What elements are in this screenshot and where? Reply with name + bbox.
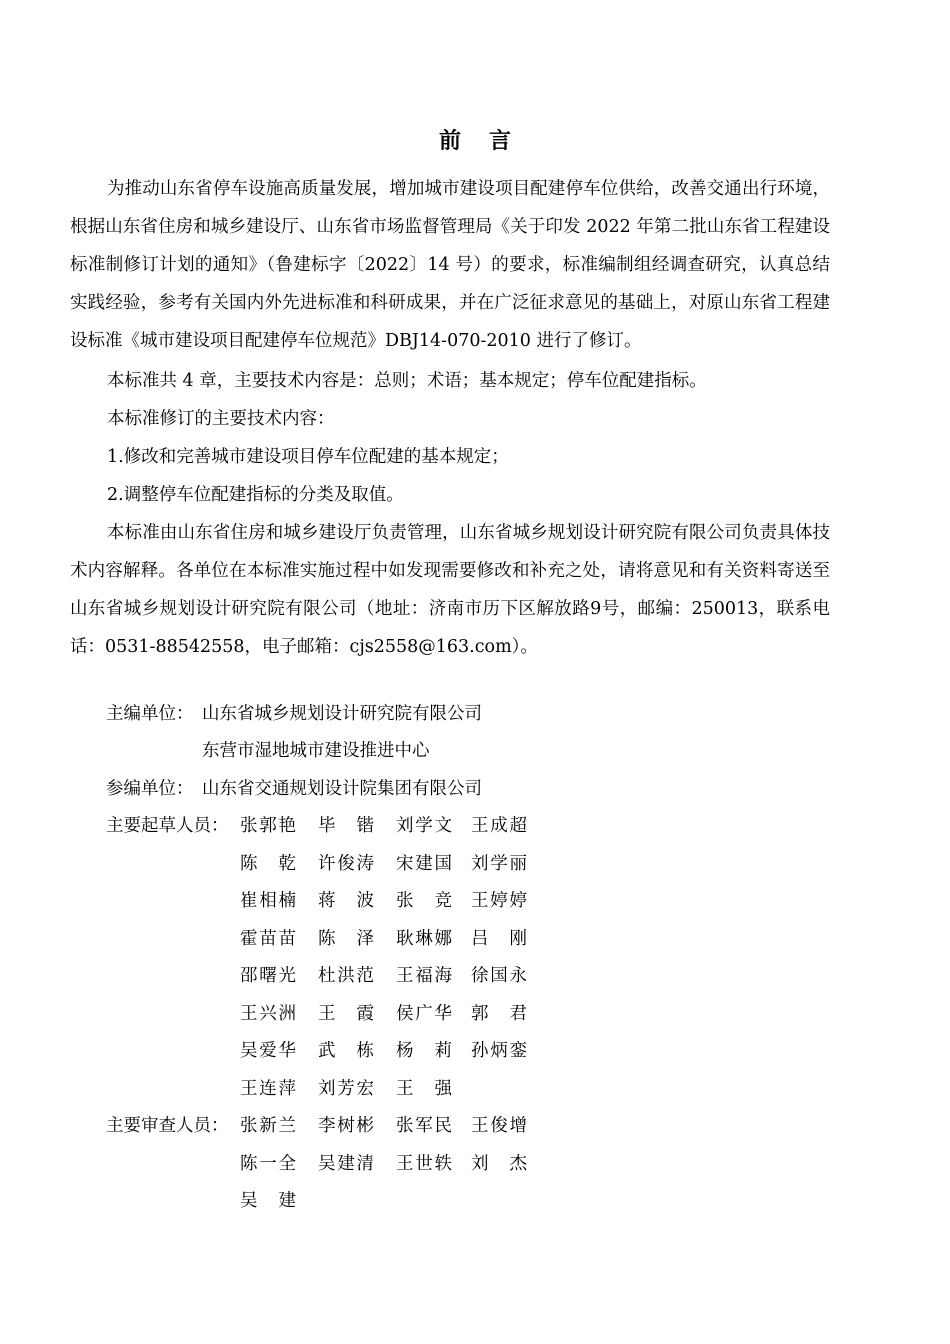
person-name: 张郭艳: [240, 816, 296, 836]
person-name: 蒋 波: [318, 891, 374, 911]
person-name: 陈 乾: [240, 854, 296, 874]
chief-unit-2: 东营市湿地城市建设推进中心: [202, 741, 430, 761]
chief-units-label: 主编单位：: [106, 704, 194, 724]
person-name: 郭 君: [471, 1004, 527, 1024]
person-name: 杜洪范: [318, 966, 374, 986]
person-name: 徐国永: [471, 966, 527, 986]
person-name: 王福海: [396, 966, 452, 986]
person-name: 王成超: [471, 816, 527, 836]
person-name: 陈一全: [240, 1154, 296, 1174]
paragraph-revision-item-1: 1.修改和完善城市建设项目停车位配建的基本规定；: [107, 447, 509, 467]
paragraph-revision-item-2: 2.调整停车位配建指标的分类及取值。: [107, 485, 404, 505]
person-name: 许俊涛: [318, 854, 374, 874]
person-name: 杨 莉: [396, 1041, 452, 1061]
drafters-row: [240, 883, 560, 921]
drafters-row: [240, 996, 560, 1034]
person-name: 吴建清: [318, 1154, 374, 1174]
person-name: 毕 锴: [318, 816, 374, 836]
person-name: 孙炳銮: [471, 1041, 527, 1061]
drafters-row: [240, 1071, 560, 1109]
person-name: 张 竞: [396, 891, 452, 911]
person-name: 侯广华: [396, 1004, 452, 1024]
reviewers-row: [240, 1146, 560, 1184]
person-name: 吴爱华: [240, 1041, 296, 1061]
person-name: 刘学丽: [471, 854, 527, 874]
drafters-row: [240, 1033, 560, 1071]
person-name: 耿琳娜: [396, 929, 452, 949]
person-name: 刘 杰: [471, 1154, 527, 1174]
drafters-row: [240, 958, 560, 996]
drafters-row: [240, 846, 560, 884]
person-name: 邵曙光: [240, 966, 296, 986]
drafters-row: [240, 921, 560, 959]
person-name: 宋建国: [396, 854, 452, 874]
person-name: 陈 泽: [318, 929, 374, 949]
person-name: 刘芳宏: [318, 1079, 374, 1099]
person-name: 张军民: [396, 1116, 452, 1136]
drafters-row: [240, 808, 560, 846]
person-name: 王世轶: [396, 1154, 452, 1174]
participating-unit-1: 山东省交通规划设计院集团有限公司: [202, 779, 482, 799]
person-name: 王 霞: [318, 1004, 374, 1024]
person-name: 刘学文: [396, 816, 452, 836]
paragraph-background: 为推动山东省停车设施高质量发展，增加城市建设项目配建停车位供给，改善交通出行环境，根据山东省住房和城乡建设厅、山东省市场监督管理局《关于印发 2022 年第二批山东省工程建设标准制修订计划的通知》（鲁建标字〔2022〕14 号）的要求，标准编制组经调查研究，认真总结实践经验，参考有关国内外先进标准和科研成果，并在广泛征求意见的基础上，对原山东省工程建设标准《城市建设项目配建停车位规范》DBJ14-070-2010 进行了修订。: [70, 179, 830, 351]
paragraph-contact: 本标准由山东省住房和城乡建设厅负责管理，山东省城乡规划设计研究院有限公司负责具体技术内容解释。各单位在本标准实施过程中如发现需要修改和补充之处，请将意见和有关资料寄送至山东省城乡规划设计研究院有限公司（地址：济南市历下区解放路9号，邮编：250013，联系电话：0531-88542558，电子邮箱：cjs2558@163.com）。: [70, 523, 830, 657]
person-name: 李树彬: [318, 1116, 374, 1136]
paragraph-chapters: 本标准共 4 章，主要技术内容是：总则；术语；基本规定；停车位配建指标。: [107, 371, 707, 391]
person-name: 吴 建: [240, 1191, 296, 1211]
person-name: 王兴洲: [240, 1004, 296, 1024]
person-name: 王俊增: [471, 1116, 527, 1136]
person-name: 王婷婷: [471, 891, 527, 911]
person-name: 王连萍: [240, 1079, 296, 1099]
participating-units-label: 参编单位：: [106, 779, 194, 799]
paragraph-revision-intro: 本标准修订的主要技术内容：: [107, 409, 335, 429]
reviewers-label: 主要审查人员：: [106, 1116, 229, 1136]
reviewers-row: [240, 1183, 560, 1221]
person-name: 崔相楠: [240, 891, 296, 911]
chief-unit-1: 山东省城乡规划设计研究院有限公司: [202, 704, 482, 724]
person-name: 霍苗苗: [240, 929, 296, 949]
person-name: 吕 刚: [471, 929, 527, 949]
person-name: 张新兰: [240, 1116, 296, 1136]
page-title: 前言: [438, 128, 539, 154]
reviewers-row: [240, 1108, 560, 1146]
person-name: 王 强: [396, 1079, 452, 1099]
person-name: 武 栋: [318, 1041, 374, 1061]
drafters-label: 主要起草人员：: [106, 816, 229, 836]
